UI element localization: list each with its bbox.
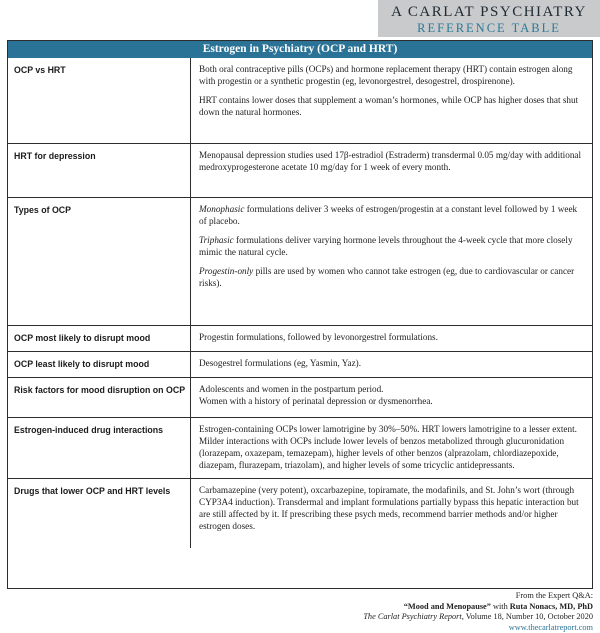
row-content <box>191 144 592 197</box>
content-text: Desogestrel formulations (eg, Yasmin, Yaz). <box>199 358 362 368</box>
row-content <box>191 352 592 377</box>
row-label: Drugs that lower OCP and HRT levels <box>8 479 191 548</box>
content-paragraph <box>199 357 584 369</box>
content-text: Women with a history of perinatal depression or dysmenorrhea. <box>199 396 433 406</box>
credit-intro: From the Expert Q&A: <box>515 591 593 600</box>
row-label: OCP vs HRT <box>8 58 191 143</box>
row-content <box>191 479 592 548</box>
content-paragraph <box>199 484 584 532</box>
credit-author: Ruta Nonacs, MD, PhD <box>509 601 593 611</box>
content-text: Menopausal depression studies used 17β-estradiol (Estraderm) transdermal 0.05 mg/day with additional medroxyprogesterone acetate 10 mg/day for 1 week of every month. <box>199 150 582 172</box>
content-paragraph <box>199 149 584 173</box>
table-row <box>8 58 592 143</box>
table-row <box>8 377 592 417</box>
emphasis-term: Progestin-only <box>199 266 254 276</box>
content-paragraph <box>199 63 584 87</box>
content-paragraph <box>199 423 584 471</box>
content-text: Progestin formulations, followed by levonorgestrel formulations. <box>199 332 438 342</box>
credit-journal-line <box>363 612 593 623</box>
content-paragraph <box>199 331 584 343</box>
credit-journal: The Carlat Psychiatry Report <box>363 612 462 622</box>
reference-table <box>7 40 593 589</box>
content-text: Adolescents and women in the postpartum period. <box>199 384 384 394</box>
table-row <box>8 417 592 478</box>
credit-with: with <box>490 601 510 611</box>
table-row <box>8 351 592 377</box>
content-paragraph <box>199 234 584 258</box>
table-row <box>8 325 592 351</box>
source-credit <box>363 591 593 633</box>
table-title: Estrogen in Psychiatry (OCP and HRT) <box>8 41 592 58</box>
row-label: Estrogen-induced drug interactions <box>8 418 191 478</box>
row-label: Types of OCP <box>8 198 191 325</box>
table-row <box>8 143 592 197</box>
credit-issue: , Volume 18, Number 10, October 2020 <box>461 612 593 622</box>
emphasis-term: Triphasic <box>199 235 234 245</box>
row-label: Risk factors for mood disruption on OCP <box>8 378 191 417</box>
row-label: OCP most likely to disrupt mood <box>8 326 191 351</box>
table-body <box>8 58 592 548</box>
table-row <box>8 197 592 325</box>
content-text: pills are used by women who cannot take estrogen (eg, due to cardiovascular or cancer risks). <box>199 266 575 288</box>
content-text: HRT contains lower doses that supplement a woman’s hormones, while OCP has higher doses that shut down the natural hormones. <box>199 95 579 117</box>
row-content <box>191 326 592 351</box>
content-text: Carbamazepine (very potent), oxcarbazepine, topiramate, the modafinils, and St. John’s wort (through CYP3A4 induction). Transdermal and implant formulations partially bypass this hepatic interaction but are still affected by it. If prescribing these psych meds, recommend barrier methods and/or higher estrogen doses. <box>199 485 579 531</box>
credit-url[interactable]: www.thecarlatreport.com <box>508 622 593 632</box>
content-paragraph <box>199 265 584 289</box>
brand-banner <box>378 0 600 37</box>
content-paragraph <box>199 94 584 118</box>
content-text: formulations deliver varying hormone levels throughout the 4-week cycle that more closely mimic the natural cycle. <box>199 235 573 257</box>
row-label: OCP least likely to disrupt mood <box>8 352 191 377</box>
content-paragraph <box>199 203 584 227</box>
content-text: Both oral contraceptive pills (OCPs) and hormone replacement therapy (HRT) contain estrogen along with progestin or a synthetic progestin (eg, levonorgestrel, desogestrel, drospirenone). <box>199 64 573 86</box>
credit-article: “Mood and Menopause” <box>403 601 491 611</box>
emphasis-term: Monophasic <box>199 204 245 214</box>
brand-subtitle: REFERENCE TABLE <box>417 21 561 35</box>
content-paragraph <box>199 383 584 407</box>
row-label: HRT for depression <box>8 144 191 197</box>
credit-article-line <box>363 602 593 613</box>
content-text: Estrogen-containing OCPs lower lamotrigine by 30%–50%. HRT lowers lamotrigine to a lesser extent. Milder interactions with OCPs include lower levels of benzos metabolized through glucuronidation (lorazepam, oxazepam, temazepam), higher levels of other benzos (alprazolam, chlordiazepoxide, diazepam, flurazepam, triazolam), and higher levels of some tricyclic antidepressants. <box>199 424 577 470</box>
row-content <box>191 58 592 143</box>
row-content <box>191 198 592 325</box>
row-content <box>191 378 592 417</box>
table-row <box>8 478 592 548</box>
content-text: formulations deliver 3 weeks of estrogen/progestin at a constant level followed by 1 week of placebo. <box>199 204 578 226</box>
row-content <box>191 418 592 478</box>
brand-title: A CARLAT PSYCHIATRY <box>391 4 587 20</box>
